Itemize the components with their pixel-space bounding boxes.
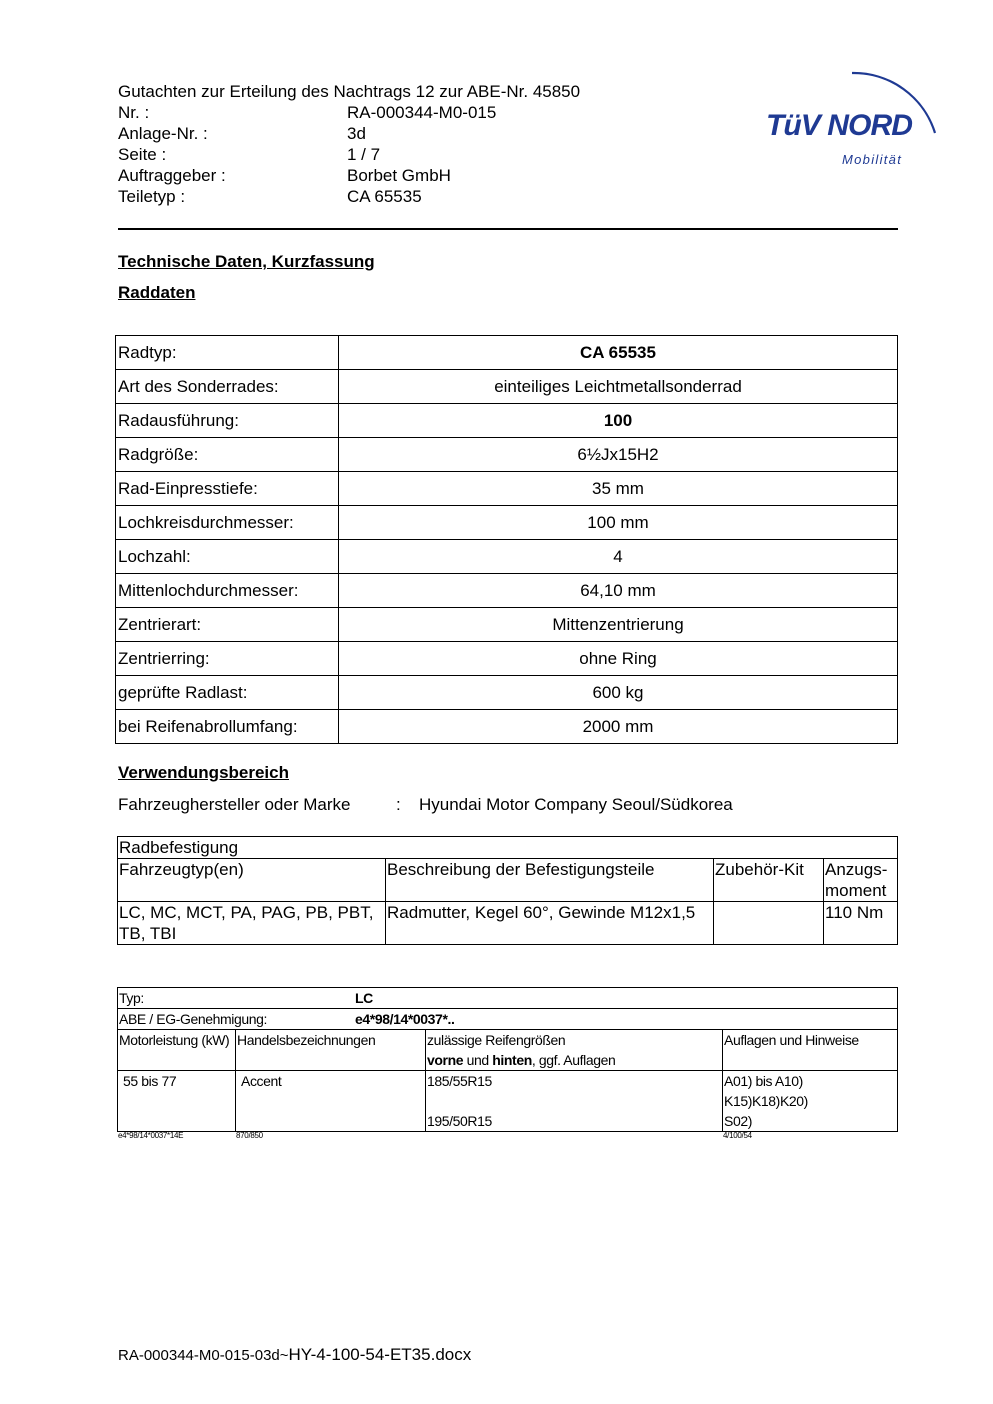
- header-field-nr: [118, 102, 580, 123]
- section-heading-raddaten: Raddaten: [118, 283, 196, 302]
- raddaten-label: Lochzahl:: [116, 540, 339, 574]
- raddaten-label: Radausführung:: [116, 404, 339, 438]
- typ-table: [117, 987, 898, 1132]
- cell-reifengroessen: [426, 1071, 723, 1132]
- cell-auflagen: [723, 1071, 898, 1132]
- abe-value: e4*98/14*0037*..: [355, 1011, 455, 1027]
- header-field-label: Auftraggeber :: [118, 166, 226, 185]
- cell-zubehoer-kit: [714, 902, 824, 945]
- header-field-label: Anlage-Nr. :: [118, 124, 208, 143]
- table-row: [116, 574, 898, 608]
- cell-motorleistung: 55 bis 77: [118, 1071, 236, 1132]
- raddaten-value: 2000 mm: [339, 710, 898, 744]
- document-footer: [118, 1345, 471, 1365]
- auflagen-line-1: A01) bis A10): [724, 1073, 803, 1089]
- section-heading-technische-daten: Technische Daten, Kurzfassung: [118, 252, 375, 271]
- typ-value: LC: [355, 990, 373, 1006]
- raddaten-label: Rad-Einpresstiefe:: [116, 472, 339, 506]
- header-field-label: Seite :: [118, 145, 167, 164]
- reifen-header-und: und: [463, 1052, 493, 1068]
- column-header-anzugsmoment: Anzugs- moment: [824, 859, 898, 902]
- header-field-label: Nr. :: [118, 103, 150, 122]
- raddaten-label: Zentrierring:: [116, 642, 339, 676]
- abe-row: [118, 1009, 898, 1030]
- header-divider: [118, 228, 898, 230]
- table-row: [116, 404, 898, 438]
- abe-label: ABE / EG-Genehmigung:: [119, 1011, 268, 1027]
- column-header-reifengroessen: [426, 1030, 723, 1071]
- header-field-auftraggeber: [118, 165, 580, 186]
- cell-fahrzeugtyp: LC, MC, MCT, PA, PAG, PB, PBT, TB, TBI: [118, 902, 386, 945]
- auflagen-line-3: S02): [724, 1113, 752, 1129]
- table-footnote-bolt: 4/100/54: [723, 1131, 752, 1140]
- document-title: Gutachten zur Erteilung des Nachtrags 12 zur ABE-Nr. 45850: [118, 82, 581, 101]
- reifen-size-1: 185/55R15: [427, 1073, 492, 1089]
- header-field-anlage: [118, 123, 580, 144]
- reifen-header-line1: zulässige Reifengrößen: [427, 1032, 566, 1048]
- raddaten-label: Zentrierart:: [116, 608, 339, 642]
- raddaten-value: 100: [339, 404, 898, 438]
- cell-anzugsmoment: 110 Nm: [824, 902, 898, 945]
- fahrzeughersteller-separator: :: [396, 795, 401, 814]
- reifen-header-vorne: vorne: [427, 1052, 464, 1068]
- raddaten-value: Mittenzentrierung: [339, 608, 898, 642]
- raddaten-label: bei Reifenabrollumfang:: [116, 710, 339, 744]
- fahrzeughersteller-value: Hyundai Motor Company Seoul/Südkorea: [419, 795, 733, 814]
- header-field-value: 3d: [347, 124, 366, 143]
- header-field-value: CA 65535: [347, 187, 422, 206]
- table-row: [116, 676, 898, 710]
- footer-filename: HY-4-100-54-ET35.docx: [288, 1345, 472, 1364]
- header-field-label: Teiletyp :: [118, 187, 186, 206]
- column-header-auflagen: Auflagen und Hinweise: [723, 1030, 898, 1071]
- header-field-teiletyp: [118, 186, 580, 207]
- header-field-value: RA-000344-M0-015: [347, 103, 497, 122]
- logo-sub: Mobilität: [842, 152, 903, 167]
- raddaten-value: 64,10 mm: [339, 574, 898, 608]
- raddaten-label: Lochkreisdurchmesser:: [116, 506, 339, 540]
- cell-handelsbezeichnung: Accent: [236, 1071, 426, 1132]
- table-row: [116, 506, 898, 540]
- raddaten-label: Radtyp:: [116, 336, 339, 370]
- column-header-zubehoer-kit: Zubehör-Kit: [714, 859, 824, 902]
- raddaten-label: Mittenlochdurchmesser:: [116, 574, 339, 608]
- footer-filename-prefix: RA-000344-M0-015-03d~: [118, 1347, 289, 1364]
- radbefestigung-title: Radbefestigung: [118, 837, 898, 859]
- table-row: [116, 472, 898, 506]
- header-field-value: Borbet GmbH: [347, 166, 451, 185]
- raddaten-label: Radgröße:: [116, 438, 339, 472]
- tuv-nord-logo: [760, 58, 945, 173]
- raddaten-value: 35 mm: [339, 472, 898, 506]
- raddaten-value: 100 mm: [339, 506, 898, 540]
- header-field-value: 1 / 7: [347, 145, 381, 164]
- column-header-beschreibung: Beschreibung der Befestigungsteile: [386, 859, 714, 902]
- fahrzeughersteller-label: Fahrzeughersteller oder Marke: [118, 795, 351, 814]
- fahrzeughersteller-line: [118, 795, 733, 815]
- raddaten-table: [115, 335, 898, 744]
- column-header-handelsbezeichnungen: Handelsbezeichnungen: [236, 1030, 426, 1071]
- raddaten-value: 600 kg: [339, 676, 898, 710]
- raddaten-value: 6½Jx15H2: [339, 438, 898, 472]
- table-row: [116, 608, 898, 642]
- typ-row: [118, 988, 898, 1009]
- raddaten-label: geprüfte Radlast:: [116, 676, 339, 710]
- typ-label: Typ:: [119, 990, 144, 1006]
- table-row: [116, 710, 898, 744]
- table-row: [116, 642, 898, 676]
- table-row: [116, 370, 898, 404]
- cell-beschreibung: Radmutter, Kegel 60°, Gewinde M12x1,5: [386, 902, 714, 945]
- table-footnote-approval: e4*98/14*0037*14E: [118, 1131, 184, 1140]
- raddaten-value: ohne Ring: [339, 642, 898, 676]
- reifen-header-rest: , ggf. Auflagen: [531, 1052, 616, 1068]
- table-row: [118, 902, 898, 945]
- raddaten-label: Art des Sonderrades:: [116, 370, 339, 404]
- table-row: [116, 540, 898, 574]
- logo-brand: TüV NORD: [766, 109, 913, 142]
- header-field-seite: [118, 144, 580, 165]
- reifen-header-line2: [427, 1050, 721, 1070]
- section-heading-verwendungsbereich: Verwendungsbereich: [118, 763, 289, 782]
- auflagen-line-2: K15)K18)K20): [724, 1093, 808, 1109]
- reifen-size-2: 195/50R15: [427, 1113, 492, 1129]
- column-header-motorleistung: Motorleistung (kW): [118, 1030, 236, 1071]
- raddaten-value: CA 65535: [339, 336, 898, 370]
- table-row: [116, 336, 898, 370]
- reifen-header-hinten: hinten: [492, 1052, 532, 1068]
- raddaten-value: einteiliges Leichtmetallsonderrad: [339, 370, 898, 404]
- document-header: [118, 81, 580, 207]
- column-header-fahrzeugtyp: Fahrzeugtyp(en): [118, 859, 386, 902]
- table-row: [116, 438, 898, 472]
- radbefestigung-table: [117, 836, 898, 945]
- table-row: [118, 1071, 898, 1132]
- raddaten-value: 4: [339, 540, 898, 574]
- table-footnote-radlast: 870/850: [236, 1131, 263, 1140]
